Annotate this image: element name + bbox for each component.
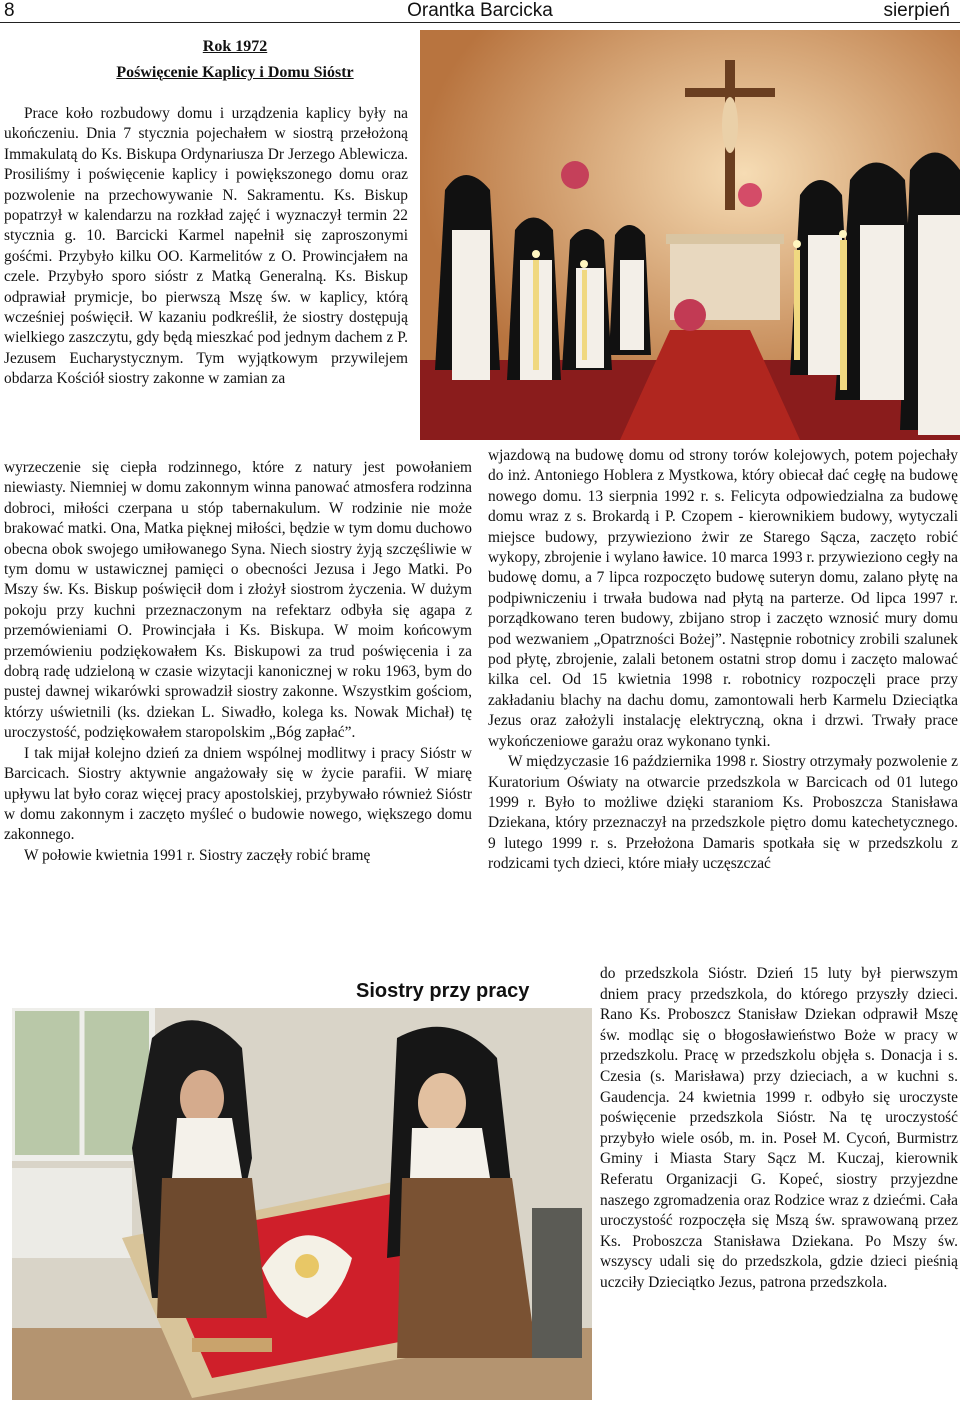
paragraph-kindergarten-permit: W międzyczasie 16 października 1998 r. Siostry otrzymały pozwolenie z Kuratorium Oświaty na otwarcie przedszkola w Barcicach od 01 lutego 1999 r. Było to możliwe dzięki staraniom Ks. Proboszcza Stanisława Dziekana, który przeznaczył na przedszkole piętro domu katechetycznego. 9 lutego 1999 r. s. Przełożona Damaris spotkała się w przedszkolu z rodzicami tych dzieci, które miały uczęszczać bbox=[488, 753, 958, 873]
paragraph-gate: W połowie kwietnia 1991 r. Siostry zaczęły robić bramę bbox=[24, 846, 371, 864]
work-photo-caption: Siostry przy pracy bbox=[356, 980, 530, 1002]
header-rule bbox=[0, 22, 960, 23]
article-title: Poświęcenie Kaplicy i Domu Sióstr bbox=[116, 64, 354, 81]
article-year-title: Rok 1972 bbox=[202, 38, 268, 55]
embroidery-photo bbox=[12, 1008, 592, 1400]
issue-month: sierpień bbox=[883, 0, 950, 21]
right-column-lower bbox=[600, 964, 958, 1294]
paragraph-daily-life: I tak mijał kolejno dzień za dniem wspólnej modlitwy i pracy Sióstr w Barcicach. Siostry aktywnie angażowały się w życie parafii. W miarę upływu lat było coraz więcej pracy apostolskiej, przybywało również Sióstr w domu zakonnym i zaczęto myśleć o budowie nowego, większego domu zakonnego. bbox=[4, 744, 472, 844]
page-header bbox=[0, 0, 960, 22]
page-number: 8 bbox=[4, 0, 15, 21]
paragraph-kindergarten-opening: do przedszkola Sióstr. Dzień 15 luty był pierwszym dniem pracy przedszkola, do którego przyszły dzieci. Rano Ks. Proboszcz Stanisław Dziekan odprawił Mszę św. modląc się o błogosławieństwo Boże w pracy w przedszkolu. Pracę w przedszkolu objęła s. Donacja i s. Czesia (s. Marisława) przy dzieciach, a w kuchni s. Gaudencja. 24 kwietnia 1999 r. odbyło się uroczyste poświęcenie przedszkola Sióstr. Na tę uroczystość przybyło wiele osób, m. in. Poseł M. Cycoń, Burmistrz Gminy i Miasta Stary Sącz M. Kuczaj, kierownik Referatu Organizacji G. Kopeć, siostry przyjezdne naszego zgromadzenia oraz Rodzice wraz z dziećmi. Cała uroczystość rozpoczęła się Mszą św. sprawowaną przez Ks. Proboszcza Stanisława Dziekana. Po Mszy św. wszyscy udali się do przedszkola, gdzie dzieci pieśnią uczciły Dzieciątko Jezus, patrona przedszkola. bbox=[600, 965, 958, 1291]
left-column-upper bbox=[4, 104, 408, 390]
paragraph-construction: wjazdową na budowę domu od strony torów kolejowych, potem pojechały do inż. Antoniego Hoblera z Mystkowa, który obiecał dać cegłę na budowę nowego domu. 13 sierpnia 1992 r. s. Felicyta odpowiedzialna za budowę domu wraz z s. Brokardą i P. Czopem - kierownikiem budowy, wytyczali miejsce budowy, przywieziono żwir ze Starego Sącza, zaczęto robić wykopy, zbrojenie i wylano ławice. 10 marca 1993 r. przywieziono cegły na budowę domu, a 7 lipca rozpoczęto budowę suteryn domu, zalano płytę na podpiwniczeniu i trwała budowa nad płytą na parterze. Od lipca 1997 r. porządkowano teren budowy, zbijano strop i zaczęto wznosić mury domu pod wezwaniem „Opatrzności Bożej”. Następnie robotnicy zrobili szalunek pod płytę, zbrojenie, zalali betonem ostatni strop domu i zaczęto malować kilka cel. Od 15 kwietnia 1998 r. robotnicy rozpoczęli prace przy zakładaniu blachy na dachu domu, zamontowali herb Karmelu Dzieciątka Jezus oraz założyli instalację elektryczną, okna i drzwi. Trwały prace wykończeniowe garażu oraz wykonano tynki. bbox=[488, 447, 958, 750]
chapel-photo bbox=[420, 30, 960, 440]
paragraph-dedication: Prace koło rozbudowy domu i urządzenia kaplicy były na ukończeniu. Dnia 7 stycznia pojechałem w siostrą przełożoną Immakulatą do Ks. Biskupa Ordynariusza Dr Jerzego Ablewicza. Prosiliśmy i poświęcenie kaplicy i powiększonego domu oraz pozwolenie na przechowywanie N. Sakramentu. Ks. Biskup popatrzył w kalendarzu na rozkład zajęć i wyznaczył termin 22 stycznia g. 10. Barcicki Karmel napełnił się zaproszonymi gośćmi. Przybyło kilku OO. Karmelitów z O. Prowincjałem na czele. Przybyło sporo sióstr z Matką Generalną. Ks. Biskup odprawiał prymicje, bo pierwszą Mszę św. w kaplicy, którą wcześniej poświęcił. W kazaniu podkreślił, że siostry dostępują wielkiego zaszczytu, gdy będą mieszkać pod jednym dachem z P. Jezusem Eucharystycznym. Tym wyjątkowym przywilejem obdarza Kościół siostry zakonne w zamian za bbox=[4, 105, 408, 388]
publication-title: Orantka Barcicka bbox=[407, 0, 553, 21]
left-column-lower bbox=[4, 458, 472, 866]
paragraph-dedication-continued: wyrzeczenie się ciepła rodzinnego, które z natury jest powołaniem niewiasty. Niemniej w domu zakonnym winna panować atmosfera rodzinna dobroci, miłości czerpana u stóp tabernakulum. W rodzinie nie może brakować matki. Ona, Matka pięknej miłości, będzie w tym domu duchowo obecna obok swojego umiłowanego Syna. Niech siostry żyją szczęśliwie w tym domu w ustawicznej pamięci o obecności Jezusa i Jego Matki. Po Mszy św. Ks. Biskup poświęcił dom i złożył siostrom życzenia. W dużym pokoju przy kuchni przeznaczonym na refektarz odbyła się agapa z przemówieniami O. Prowincjała i Ks. Biskupa. W moim końcowym przemówieniu podziękowałem Ks. Biskupowi za trud poświęcenia i za dobrą radę udzieloną w czasie wizytacji kanonicznej w roku 1963, bym do pustej dawnej wikarówki sprowadził siostry zakonne. Wszystkim gościom, którzy uświetnili (ks. dziekan L. Siwadło, kolega ks. Nowak Michał) tę uroczystość, podziękowałem staropolskim „Bóg zapłać”. bbox=[4, 459, 472, 742]
right-column-upper bbox=[488, 446, 958, 875]
